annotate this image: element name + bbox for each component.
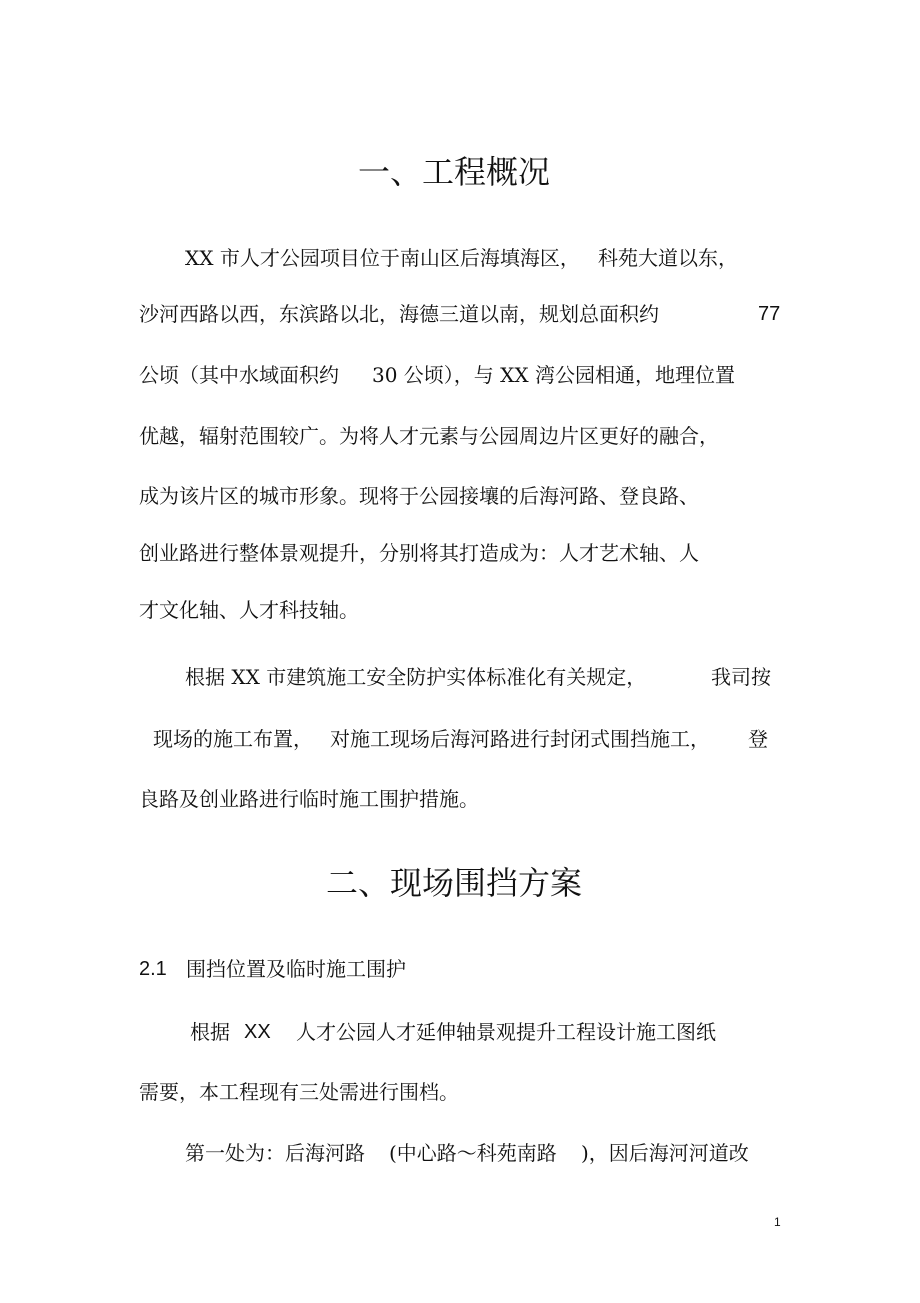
s1-p1-line6: 创业路进行整体景观提升，分别将其打造成为：人才艺术轴、人 <box>139 541 699 565</box>
s2-p2-l1a: 第一处为：后海河路 <box>185 1141 365 1165</box>
s1-p1-l2b: 77 <box>758 303 781 325</box>
page-number: 1 <box>774 1215 781 1229</box>
s1-p1-line4: 优越，辐射范围较广。为将人才元素与公园周边片区更好的融合， <box>139 424 719 448</box>
s2-p1-l1c: 人才公园人才延伸轴景观提升工程设计施工图纸 <box>296 1020 716 1044</box>
s2-p2-l1b: (中心路～科苑南路 <box>389 1141 557 1165</box>
section1-title: 一、工程概况 <box>358 153 551 191</box>
s1-p1-l3a: 公顷（其中水域面积约 <box>139 363 339 387</box>
s1-p1-l1b: 科苑大道以东， <box>598 246 738 270</box>
s2-sub-number: 2.1 <box>139 958 167 980</box>
s1-p2-l2b: 对施工现场后海河路进行封闭式围挡施工， <box>330 727 710 751</box>
s1-p2-l2c: 登 <box>748 727 768 751</box>
s1-p2-l1b: 我司按 <box>711 665 771 689</box>
s1-p1-l1a: XX 市人才公园项目位于南山区后海填海区， <box>185 246 580 270</box>
s1-p1-l3b: 30 公顷），与 XX 湾公园相通，地理位置 <box>372 363 735 387</box>
s1-p2-l1a: 根据 XX 市建筑施工安全防护实体标准化有关规定， <box>185 665 647 689</box>
s1-p2-l2a: 现场的施工布置， <box>153 727 313 751</box>
s2-p2-l1c: )，因后海河河道改 <box>581 1141 749 1165</box>
s1-p1-l2a: 沙河西路以西，东滨路以北，海德三道以南，规划总面积约 <box>139 302 659 326</box>
s1-p1-line5: 成为该片区的城市形象。现将于公园接壤的后海河路、登良路、 <box>139 484 699 508</box>
s2-sub-title: 围挡位置及临时施工围护 <box>186 957 406 981</box>
s2-p1-line2: 需要，本工程现有三处需进行围档。 <box>139 1080 459 1104</box>
s2-p1-l1b: XX <box>244 1021 271 1043</box>
section2-title: 二、现场围挡方案 <box>326 864 583 902</box>
s2-p1-l1a: 根据 <box>190 1020 230 1044</box>
s1-p1-line7: 才文化轴、人才科技轴。 <box>139 598 359 622</box>
s1-p2-line3: 良路及创业路进行临时施工围护措施。 <box>139 787 479 811</box>
